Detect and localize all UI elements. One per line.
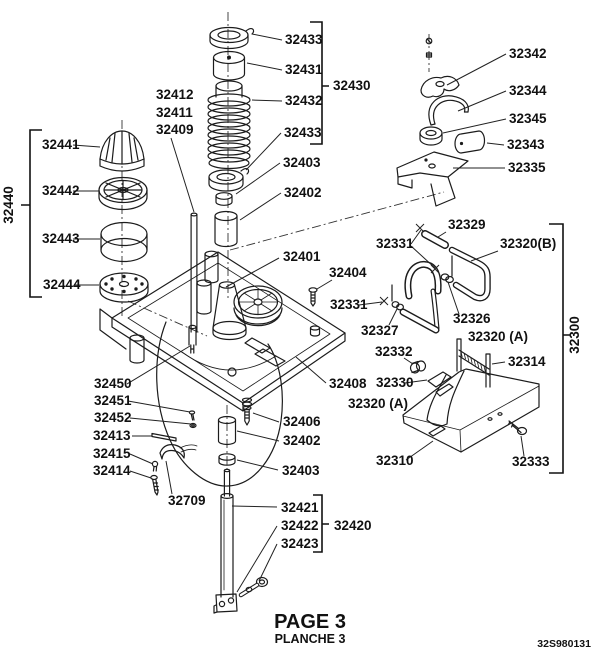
part-number-label: 32330 xyxy=(376,375,414,390)
group-label-32430: 32430 xyxy=(333,78,371,93)
part-number-label: 32443 xyxy=(42,231,80,246)
part-number-label: 32401 xyxy=(283,249,321,264)
part-number-label: 32433 xyxy=(284,125,322,140)
part-number-label: 32327 xyxy=(361,323,399,338)
part-number-label: 32441 xyxy=(42,137,80,152)
page-subtitle: PLANCHE 3 xyxy=(274,632,346,646)
reamer-stack-drawing xyxy=(99,131,148,302)
part-number-label: 32413 xyxy=(93,428,131,443)
part-number-label: 32403 xyxy=(283,155,321,170)
drawing-number: 32S980131 xyxy=(537,638,591,650)
main-tray-drawing xyxy=(100,251,345,486)
part-number-label: 32320 (A) xyxy=(468,329,529,344)
part-number-label: 32406 xyxy=(283,414,321,429)
part-number-label: 32421 xyxy=(281,500,319,515)
part-number-label: 32332 xyxy=(375,344,413,359)
group-label-32420: 32420 xyxy=(334,518,372,533)
part-number-label: 32403 xyxy=(282,463,320,478)
part-number-label: 32320 (A) xyxy=(348,396,409,411)
clamp-group-drawing xyxy=(397,38,485,206)
part-number-label: 32331 xyxy=(376,236,414,251)
part-number-label: 32422 xyxy=(281,518,319,533)
part-number-label: 32709 xyxy=(168,493,206,508)
part-number-label: 32333 xyxy=(512,454,550,469)
part-number-label: 32335 xyxy=(508,160,546,175)
part-number-label: 32344 xyxy=(509,83,547,98)
part-number-label: 32342 xyxy=(509,46,547,61)
part-number-label: 32415 xyxy=(93,446,131,461)
part-number-label: 32310 xyxy=(376,453,414,468)
part-number-label: 32452 xyxy=(94,410,132,425)
part-number-label: 32411 xyxy=(156,105,193,120)
part-number-label: 32320(B) xyxy=(500,236,557,251)
part-number-label: 32331 xyxy=(330,297,368,312)
part-number-label: 32432 xyxy=(285,93,323,108)
part-number-label: 32404 xyxy=(329,265,367,280)
part-number-label: 32402 xyxy=(284,185,322,200)
part-number-label: 32343 xyxy=(507,137,545,152)
part-number-label: 32451 xyxy=(94,393,132,408)
part-number-label: 32444 xyxy=(43,277,81,292)
part-number-label: 32414 xyxy=(93,463,131,478)
part-number-label: 32345 xyxy=(509,111,547,126)
page-title: PAGE 3 xyxy=(274,611,346,633)
group-label-32440: 32440 xyxy=(1,186,16,224)
page-footer xyxy=(274,611,591,650)
part-number-label: 32442 xyxy=(42,183,80,198)
spring-assembly-drawing xyxy=(191,28,254,333)
part-number-labels xyxy=(1,32,582,551)
group-label-32300: 32300 xyxy=(567,316,582,354)
part-number-label: 32433 xyxy=(285,32,323,47)
part-number-label: 32412 xyxy=(156,87,194,102)
part-number-label: 32329 xyxy=(448,217,486,232)
part-number-label: 32408 xyxy=(329,376,367,391)
part-number-label: 32450 xyxy=(94,376,132,391)
part-number-label: 32431 xyxy=(285,62,323,77)
part-number-label: 32409 xyxy=(156,122,194,137)
part-number-label: 32423 xyxy=(281,536,319,551)
part-number-label: 32326 xyxy=(453,311,491,326)
part-number-label: 32402 xyxy=(283,433,321,448)
part-number-label: 32314 xyxy=(508,354,546,369)
